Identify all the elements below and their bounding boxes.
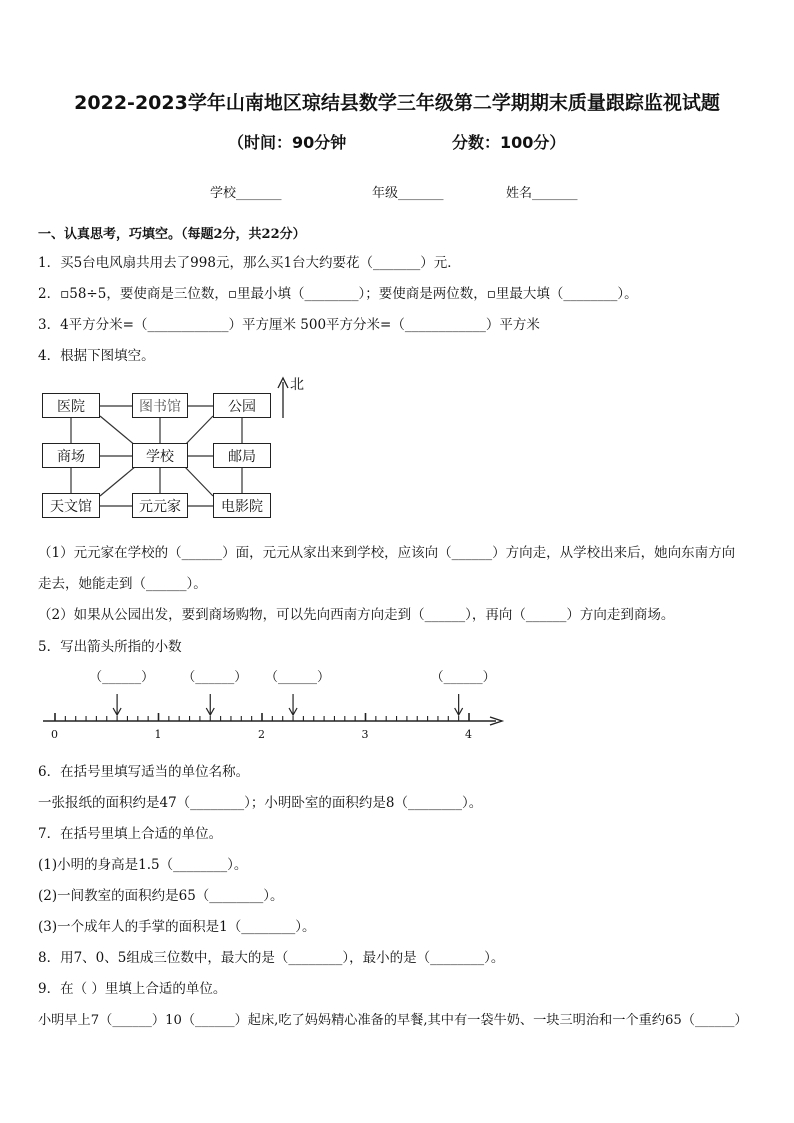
map-place-cinema: 电影院 (213, 493, 271, 518)
north-label: 北 (290, 377, 304, 393)
tick-label: 0 (51, 728, 58, 741)
question-4: 4．根据下图填空。 (38, 348, 155, 364)
question-7b: (2)一间教室的面积约是65（________）。 (38, 888, 284, 904)
question-3: 3．4平方分米=（____________）平方厘米 500平方分米=（____________）平方米 (38, 317, 540, 333)
answer-blank: （______） (430, 670, 496, 685)
school-field: 学校_______ (210, 186, 282, 201)
question-5: 5．写出箭头所指的小数 (38, 639, 182, 655)
exam-time: （时间：90分钟 (228, 133, 347, 152)
question-4-2: （2）如果从公园出发，要到商场购物，可以先向西南方向走到（______），再向（______）方向走到商场。 (38, 607, 675, 623)
question-4-1b: 走去，她能走到（______）。 (38, 576, 207, 592)
exam-score: 分数：100分） (452, 133, 566, 152)
name-field: 姓名_______ (506, 186, 578, 201)
answer-blank: （______） (89, 670, 155, 685)
tick-label: 2 (258, 728, 265, 741)
question-6: 6．在括号里填写适当的单位名称。 (38, 764, 250, 780)
map-place-post-office: 邮局 (213, 443, 271, 468)
question-8: 8．用7、0、5组成三位数中，最大的是（________），最小的是（________）。 (38, 950, 505, 966)
map-place-library: 图书馆 (132, 393, 188, 418)
map-place-hospital: 医院 (42, 393, 100, 418)
question-7c: (3)一个成年人的手掌的面积是1（________）。 (38, 919, 316, 935)
map-place-mall: 商场 (42, 443, 100, 468)
tick-label: 1 (154, 728, 162, 741)
answer-blank: （______） (265, 670, 331, 685)
question-4-1a: （1）元元家在学校的（______）面，元元从家出来到学校，应该向（______）方向走，从学校出来后，她向东南方向 (38, 545, 736, 561)
question-9a: 小明早上7（______）10（______）起床,吃了妈妈精心准备的早餐,其中有一袋牛奶、一块三明治和一个重约65（______） (38, 1013, 748, 1028)
map-place-yuanyuan-home: 元元家 (132, 493, 188, 518)
question-9: 9．在（ ）里填上合适的单位。 (38, 981, 227, 997)
question-1: 1．买5台电风扇共用去了998元，那么买1台大约要花（_______）元． (38, 255, 461, 271)
tick-label: 4 (465, 728, 472, 741)
map-place-school: 学校 (132, 443, 188, 468)
question-6a: 一张报纸的面积约是47（________）；小明卧室的面积约是8（________）。 (38, 795, 483, 811)
answer-blank: （______） (182, 670, 248, 685)
section-heading: 一、认真思考，巧填空。（每题2分，共22分） (38, 227, 306, 242)
question-7: 7．在括号里填上合适的单位。 (38, 826, 223, 842)
question-2: 2．▫58÷5，要使商是三位数，▫里最小填（________）；要使商是两位数，▫里最大填（________）。 (38, 286, 638, 302)
grade-field: 年级_______ (372, 186, 444, 201)
map-place-planetarium: 天文馆 (42, 493, 100, 518)
question-7a: (1)小明的身高是1.5（________）。 (38, 857, 248, 873)
map-place-park: 公园 (213, 393, 271, 418)
page-title: 2022-2023学年山南地区琼结县数学三年级第二学期期末质量跟踪监视试题 (74, 92, 720, 114)
tick-label: 3 (361, 728, 369, 741)
